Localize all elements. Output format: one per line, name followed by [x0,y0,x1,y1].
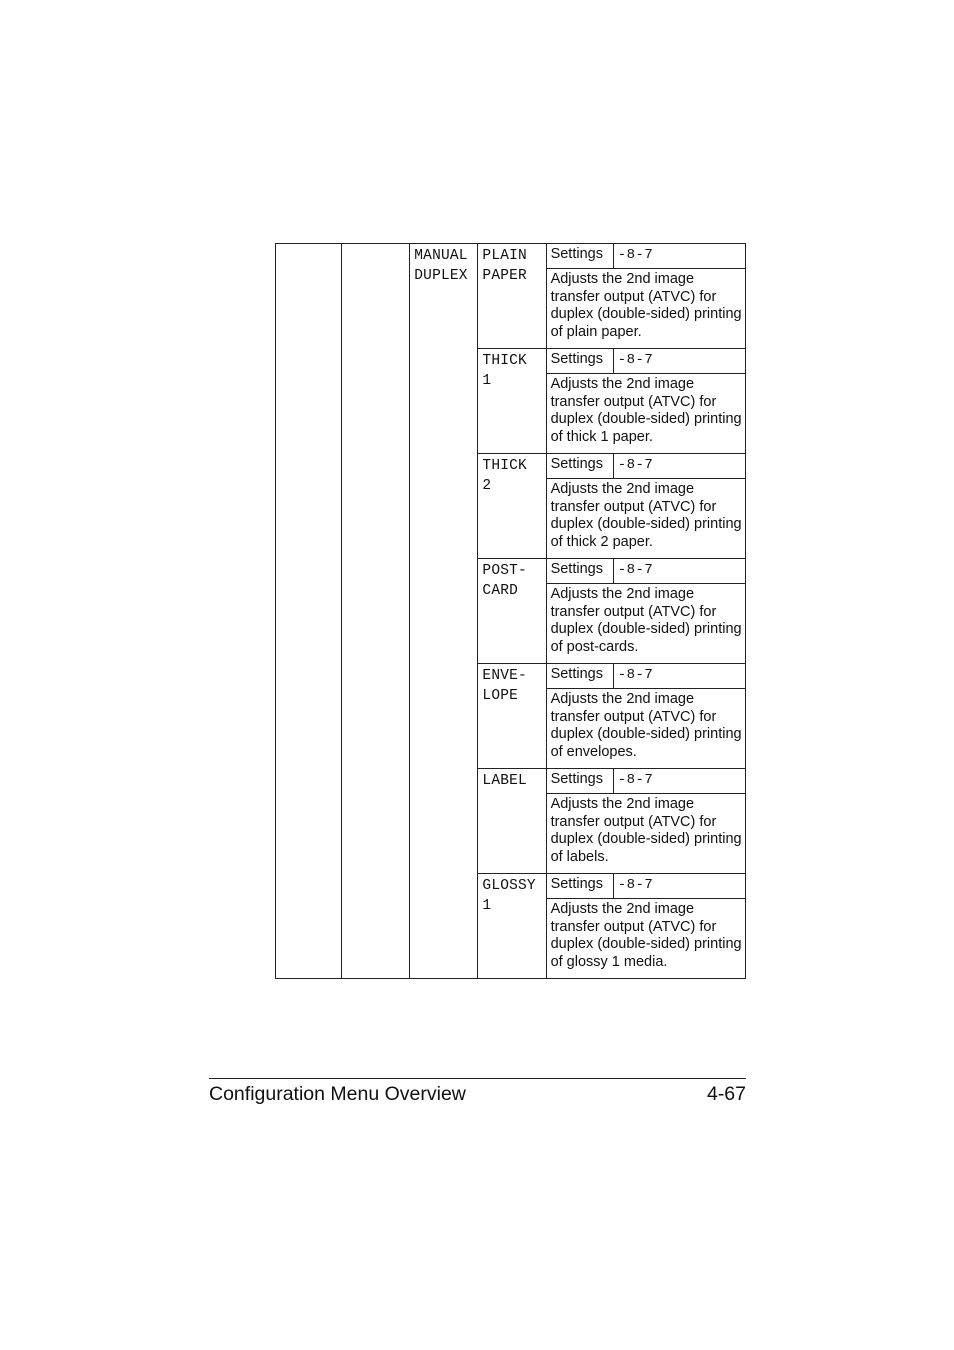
page-number: 4-67 [706,1083,746,1105]
description-text: Adjusts the 2nd image transfer output (ATVC) for duplex (double-sided) printing of thick 1 paper. [546,374,745,454]
paper-type-label: PLAIN PAPER [478,244,546,349]
configuration-menu-table [275,243,746,979]
table-row [276,244,746,269]
description-text: Adjusts the 2nd image transfer output (ATVC) for duplex (double-sided) printing of post-cards. [546,584,745,664]
settings-label: Settings [546,874,613,899]
settings-value: -8-7 [613,664,745,689]
paper-type-label: GLOSSY 1 [478,874,546,979]
settings-value: -8-7 [613,769,745,794]
paper-type-label: POST- CARD [478,559,546,664]
description-text: Adjusts the 2nd image transfer output (ATVC) for duplex (double-sided) printing of glossy 1 media. [546,899,745,979]
settings-value: -8-7 [613,454,745,479]
description-text: Adjusts the 2nd image transfer output (ATVC) for duplex (double-sided) printing of thick 2 paper. [546,479,745,559]
settings-label: Settings [546,244,613,269]
description-text: Adjusts the 2nd image transfer output (ATVC) for duplex (double-sided) printing of labels. [546,794,745,874]
paper-type-label: LABEL [478,769,546,874]
empty-level-1-cell [276,244,342,979]
settings-label: Settings [546,349,613,374]
settings-value: -8-7 [613,349,745,374]
empty-level-2-cell [342,244,410,979]
paper-type-label: THICK 1 [478,349,546,454]
page-footer [209,1078,746,1106]
parent-menu-label: MANUAL DUPLEX [410,244,478,979]
settings-label: Settings [546,559,613,584]
settings-label: Settings [546,454,613,479]
settings-value: -8-7 [613,244,745,269]
description-text: Adjusts the 2nd image transfer output (ATVC) for duplex (double-sided) printing of envelopes. [546,689,745,769]
paper-type-label: THICK 2 [478,454,546,559]
settings-value: -8-7 [613,874,745,899]
description-text: Adjusts the 2nd image transfer output (ATVC) for duplex (double-sided) printing of plain paper. [546,269,745,349]
settings-label: Settings [546,664,613,689]
footer-section-title: Configuration Menu Overview [209,1083,466,1105]
paper-type-label: ENVE- LOPE [478,664,546,769]
settings-value: -8-7 [613,559,745,584]
settings-label: Settings [546,769,613,794]
